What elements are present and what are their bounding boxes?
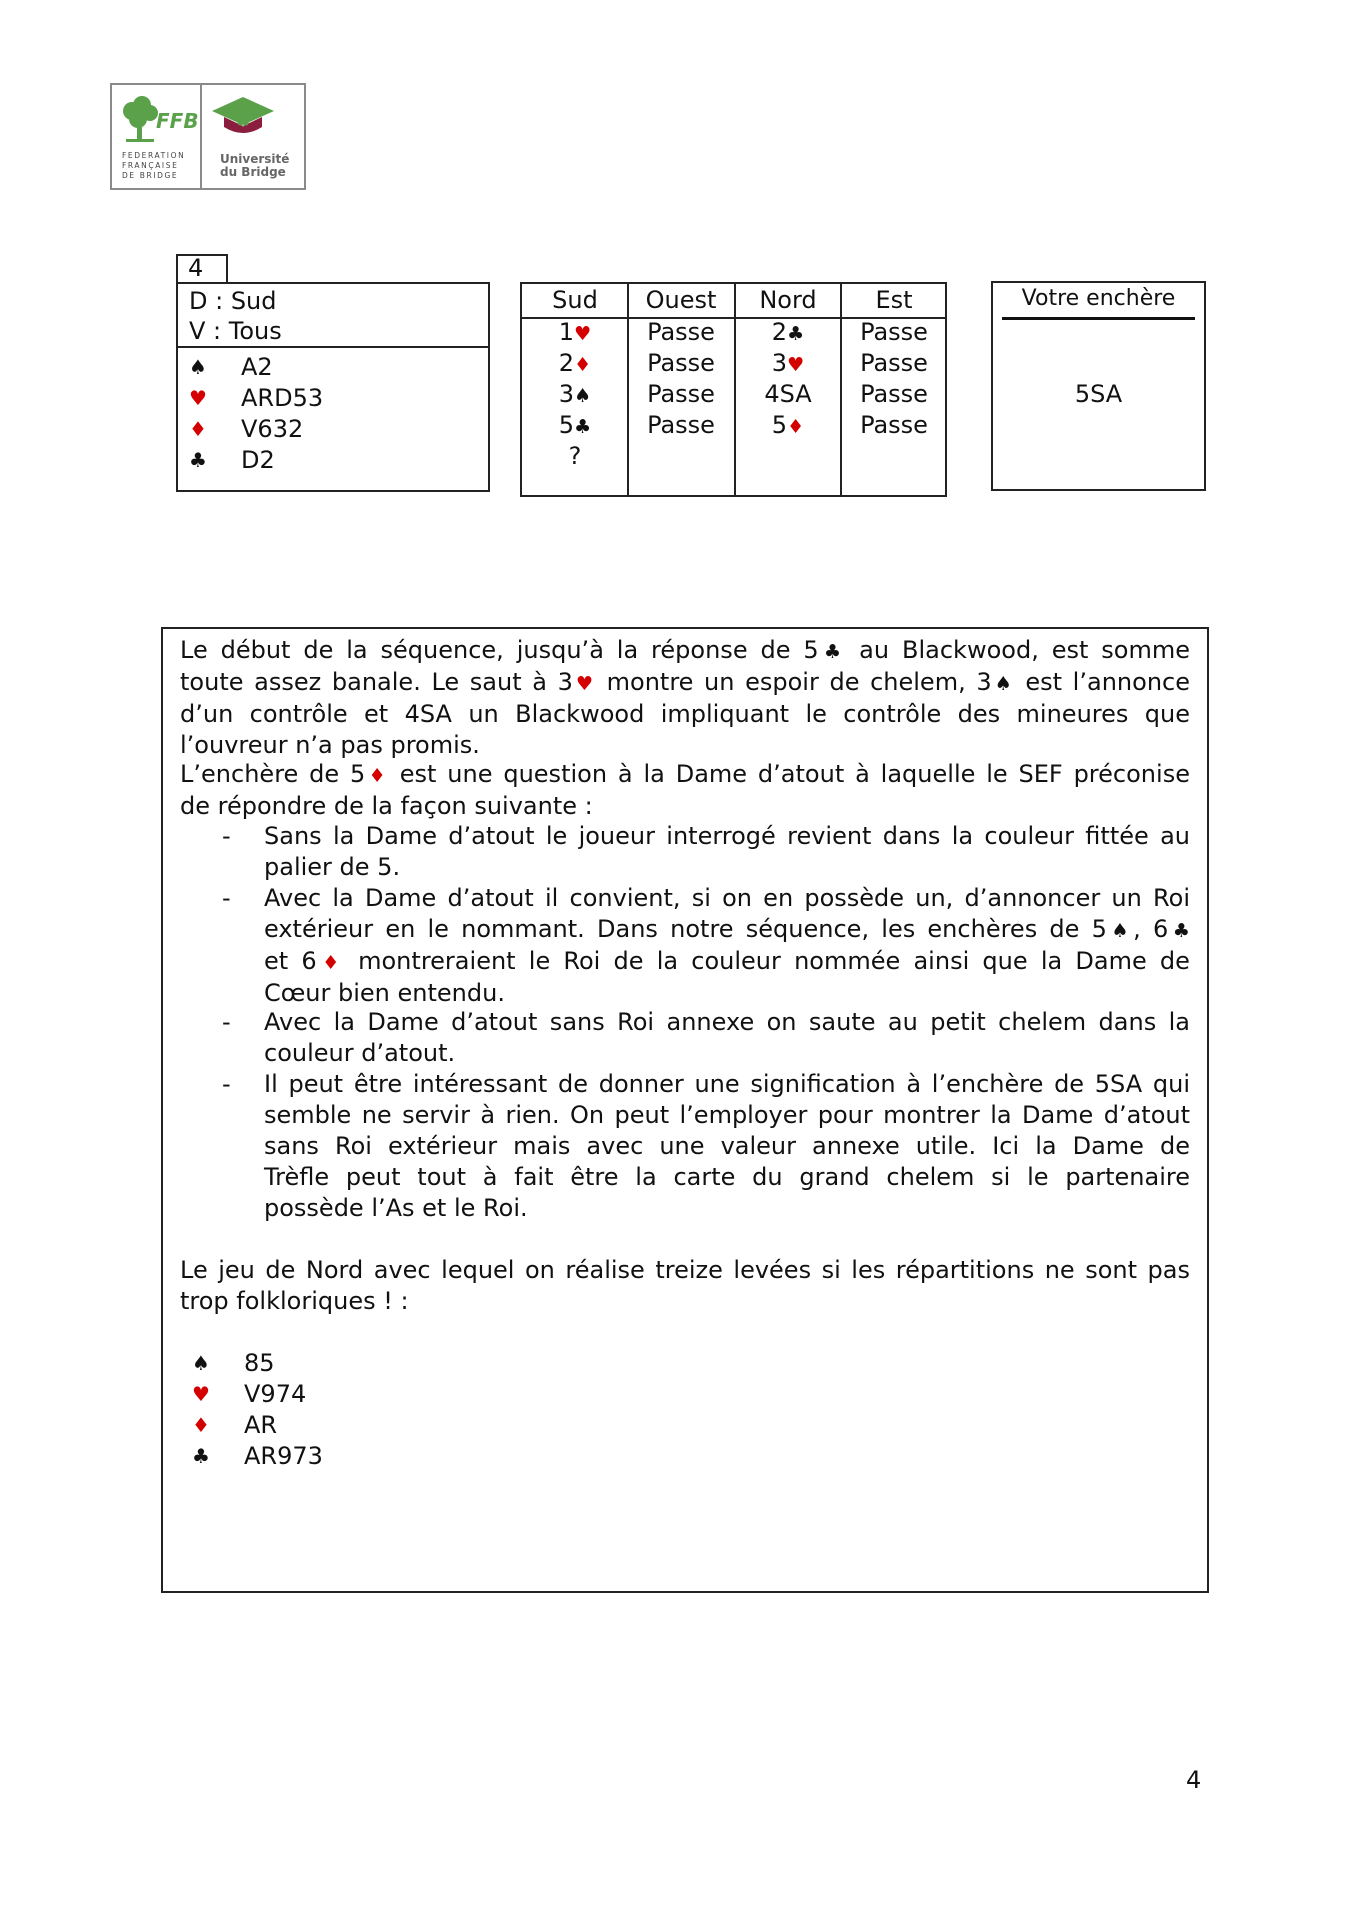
text-line: trop folkloriques ! : xyxy=(180,1287,409,1315)
bid-header-ouest: Ouest xyxy=(645,286,717,314)
north-hearts: V974 xyxy=(244,1380,307,1408)
bid-cell: Passe xyxy=(860,380,928,408)
text-line: couleur d’atout. xyxy=(264,1039,456,1067)
answer-value: 5SA xyxy=(1074,380,1123,408)
text-line: d’un contrôle et 4SA un Blackwood impliquant le contrôle des mineures que xyxy=(180,700,1190,728)
answer-box xyxy=(991,281,1206,491)
bid-header-sud: Sud xyxy=(552,286,598,314)
club-icon: ♣ xyxy=(192,1444,210,1468)
bid-cell: Passe xyxy=(860,411,928,439)
heart-icon: ♥ xyxy=(192,1382,210,1406)
universite-line: du Bridge xyxy=(220,165,286,179)
text-line: extérieur en le nommant. Dans notre séquence, les enchères de 5♠, 6♣ xyxy=(264,915,1191,943)
club-icon: ♣ xyxy=(1168,919,1191,942)
bid-cell: 5♦ xyxy=(771,411,805,439)
ffb-logo xyxy=(110,83,306,190)
bid-cell: 4SA xyxy=(764,380,812,408)
text-line: palier de 5. xyxy=(264,853,401,881)
deal-info-box xyxy=(176,282,490,348)
text-line: L’enchère de 5♦ est une question à la Dame d’atout à laquelle le SEF préconise xyxy=(180,760,1190,788)
spade-icon: ♠ xyxy=(192,1351,210,1375)
dealer-label: D : Sud xyxy=(189,287,277,315)
bullet-item xyxy=(264,821,1190,883)
spade-icon: ♠ xyxy=(1106,919,1134,942)
bullet-marker: - xyxy=(222,822,231,850)
bidding-table xyxy=(520,282,947,497)
bullet-marker: - xyxy=(222,884,231,912)
text-line: sans Roi extérieur mais avec une valeur annexe utile. Ici la Dame de xyxy=(264,1132,1190,1160)
bid-cell: Passe xyxy=(860,318,928,346)
bullet-item xyxy=(264,883,1190,1009)
text-line: semble ne servir à rien. On peut l’employer pour montrer la Dame d’atout xyxy=(264,1101,1190,1129)
club-icon: ♣ xyxy=(574,415,592,438)
diamond-icon: ♦ xyxy=(316,951,345,974)
bullet-item xyxy=(264,1007,1190,1069)
federation-text xyxy=(122,151,185,181)
club-icon: ♣ xyxy=(787,322,805,345)
hand-diamonds: V632 xyxy=(241,415,304,443)
deal-number-box xyxy=(176,254,228,284)
diamond-icon: ♦ xyxy=(787,415,805,438)
bid-cell: 2♣ xyxy=(771,318,805,346)
bid-cell: 2♦ xyxy=(558,349,592,377)
heart-icon: ♥ xyxy=(189,386,207,410)
bid-header-est: Est xyxy=(875,286,913,314)
text-line: Le jeu de Nord avec lequel on réalise treize levées si les répartitions ne sont pas xyxy=(180,1256,1190,1284)
answer-title: Votre enchère xyxy=(1021,286,1176,311)
spade-icon: ♠ xyxy=(991,672,1015,695)
text-line: toute assez banale. Le saut à 3♥ montre un espoir de chelem, 3♠ est l’annonce xyxy=(180,668,1191,696)
bid-cell: ? xyxy=(568,442,582,470)
explanation-box xyxy=(161,627,1209,1593)
paragraph-3 xyxy=(180,1255,1190,1317)
text-line: Avec la Dame d’atout il convient, si on en possède un, d’annoncer un Roi xyxy=(264,884,1190,912)
bullet-item xyxy=(264,1069,1190,1224)
vulnerability-label: V : Tous xyxy=(189,317,282,345)
federation-line: DE BRIDGE xyxy=(122,171,179,180)
heart-icon: ♥ xyxy=(574,322,592,345)
text-line: Le début de la séquence, jusqu’à la réponse de 5♣ au Blackwood, est somme xyxy=(180,636,1191,664)
text-line: Sans la Dame d’atout le joueur interrogé revient dans la couleur fittée au xyxy=(264,822,1190,850)
text-line: Trèfle peut tout à fait être la carte du grand chelem si le partenaire xyxy=(264,1163,1190,1191)
text-line: Cœur bien entendu. xyxy=(264,979,505,1007)
bullet-marker: - xyxy=(222,1070,231,1098)
hand-hearts: ARD53 xyxy=(241,384,324,412)
paragraph-1 xyxy=(180,635,1190,761)
north-clubs: AR973 xyxy=(244,1442,323,1470)
ffb-logo-left xyxy=(112,85,202,188)
graduation-cap-icon xyxy=(208,93,278,143)
bid-cell: Passe xyxy=(860,349,928,377)
diamond-icon: ♦ xyxy=(574,353,592,376)
bullet-marker: - xyxy=(222,1008,231,1036)
bid-cell: Passe xyxy=(647,349,715,377)
heart-icon: ♥ xyxy=(572,672,596,695)
paragraph-2 xyxy=(180,759,1190,822)
text-line: Il peut être intéressant de donner une signification à l’enchère de 5SA qui xyxy=(264,1070,1190,1098)
hand-spades: A2 xyxy=(241,353,273,381)
svg-text:♣: ♣ xyxy=(236,112,251,131)
north-spades: 85 xyxy=(244,1349,275,1377)
club-icon: ♣ xyxy=(189,448,207,472)
federation-line: FEDERATION xyxy=(122,151,186,160)
universite-logo xyxy=(202,85,304,188)
bid-cell: Passe xyxy=(647,380,715,408)
diamond-icon: ♦ xyxy=(189,417,207,441)
page-number: 4 xyxy=(1186,1766,1202,1794)
club-icon: ♣ xyxy=(818,640,847,663)
north-diamonds: AR xyxy=(244,1411,278,1439)
text-line: l’ouvreur n’a pas promis. xyxy=(180,731,480,759)
ffb-wordmark: FFB xyxy=(156,109,199,133)
universite-text xyxy=(220,153,289,179)
bid-header-nord: Nord xyxy=(759,286,817,314)
federation-line: FRANÇAISE xyxy=(122,161,179,170)
south-hand-box xyxy=(176,346,490,492)
universite-line: Université xyxy=(220,152,290,166)
diamond-icon: ♦ xyxy=(192,1413,210,1437)
hand-clubs: D2 xyxy=(241,446,275,474)
bid-cell: 3♠ xyxy=(558,380,592,408)
text-line: Avec la Dame d’atout sans Roi annexe on saute au petit chelem dans la xyxy=(264,1008,1190,1036)
bid-cell: 5♣ xyxy=(558,411,592,439)
bid-cell: Passe xyxy=(647,318,715,346)
answer-rule xyxy=(1002,317,1195,320)
text-line: de répondre de la façon suivante : xyxy=(180,792,593,820)
bid-cell: Passe xyxy=(647,411,715,439)
spade-icon: ♠ xyxy=(189,355,207,379)
spade-icon: ♠ xyxy=(574,384,592,407)
text-line: possède l’As et le Roi. xyxy=(264,1194,528,1222)
text-line: et 6♦ montreraient le Roi de la couleur nommée ainsi que la Dame de xyxy=(264,947,1190,975)
diamond-icon: ♦ xyxy=(365,764,389,787)
heart-icon: ♥ xyxy=(787,353,805,376)
bid-cell: 3♥ xyxy=(771,349,805,377)
deal-number: 4 xyxy=(188,254,204,282)
bid-cell: 1♥ xyxy=(558,318,592,346)
